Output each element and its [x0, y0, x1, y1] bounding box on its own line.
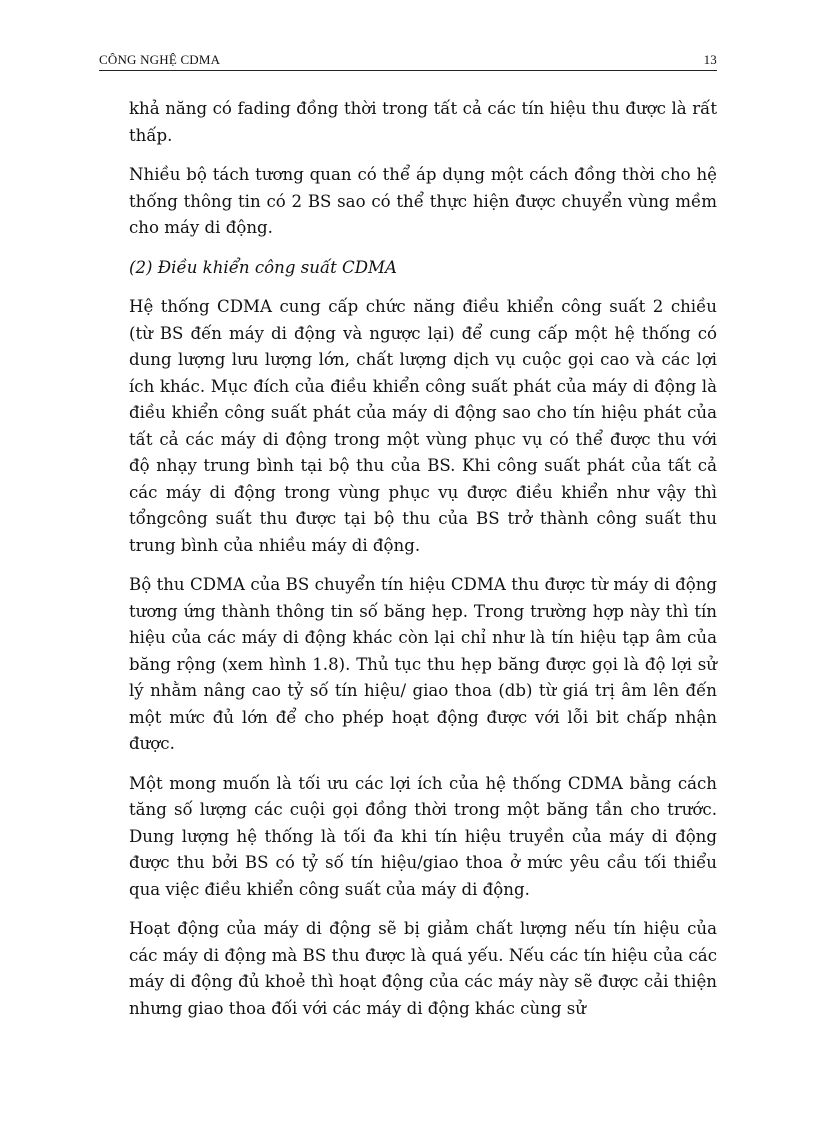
section-heading-power-control: (2) Điều khiển công suất CDMA [129, 257, 398, 277]
paragraph-mobile-performance: Hoạt động của máy di động sẽ bị giảm chất lượng nếu tín hiệu của các máy di động mà BS thu được là quá yếu. Nếu các tín hiệu của các máy di động đủ khoẻ thì hoạt động của các máy này sẽ được cải thiện nhưng giao thoa đối với các máy di động khác cùng sử [129, 919, 717, 1018]
paragraph-system-capacity: Một mong muốn là tối ưu các lợi ích của hệ thống CDMA bằng cách tăng số lượng các cuội gọi đồng thời trong một băng tần cho trước. Dung lượng hệ thống là tối đa khi tín hiệu truyền của máy di động được thu bởi BS có tỷ số tín hiệu/giao thoa ở mức yêu cầu tối thiểu qua việc điều khiển công suất của máy di động. [129, 773, 717, 899]
running-header [99, 52, 717, 71]
paragraph-cdma-receiver: Bộ thu CDMA của BS chuyển tín hiệu CDMA thu được từ máy di động tương ứng thành thông tin số băng hẹp. Trong trường hợp này thì tín hiệu của các máy di động khác còn lại chỉ như là tín hiệu tạp âm của băng rộng (xem hình 1.8). Thủ tục thu hẹp băng được gọi là độ lợi sử lý nhằm nâng cao tỷ số tín hiệu/ giao thoa (db) từ giá trị âm lên đến một mức đủ lớn để cho phép hoạt động được với lỗi bit chấp nhận được. [129, 575, 717, 753]
paragraph-soft-handoff: Nhiều bộ tách tương quan có thể áp dụng một cách đồng thời cho hệ thống thông tin có 2 BS sao có thể thực hiện được chuyển vùng mềm cho máy di động. [129, 165, 717, 237]
paragraph-power-control-overview: Hệ thống CDMA cung cấp chức năng điều khiển công suất 2 chiều (từ BS đến máy di động và ngược lại) để cung cấp một hệ thống có dung lượng lưu lượng lớn, chất lượng dịch vụ cuộc gọi cao và các lợi ích khác. Mục đích của điều khiển công suất phát của máy di động là điều khiển công suất phát của máy di động sao cho tín hiệu phát của tất cả các máy di động trong một vùng phục vụ có thể được thu với độ nhạy trung bình tại bộ thu của BS. Khi công suất phát của tất cả các máy di động trong vùng phục vụ được điều khiển như vậy thì tổngcông suất thu được tại bộ thu của BS trở thành công suất thu trung bình của nhiều máy di động. [129, 297, 717, 555]
page-body [129, 96, 717, 1035]
page-number: 13 [703, 52, 717, 67]
header-title: CÔNG NGHỆ CDMA [99, 52, 221, 67]
paragraph-fading-continuation: khả năng có fading đồng thời trong tất cả các tín hiệu thu được là rất thấp. [129, 99, 717, 145]
